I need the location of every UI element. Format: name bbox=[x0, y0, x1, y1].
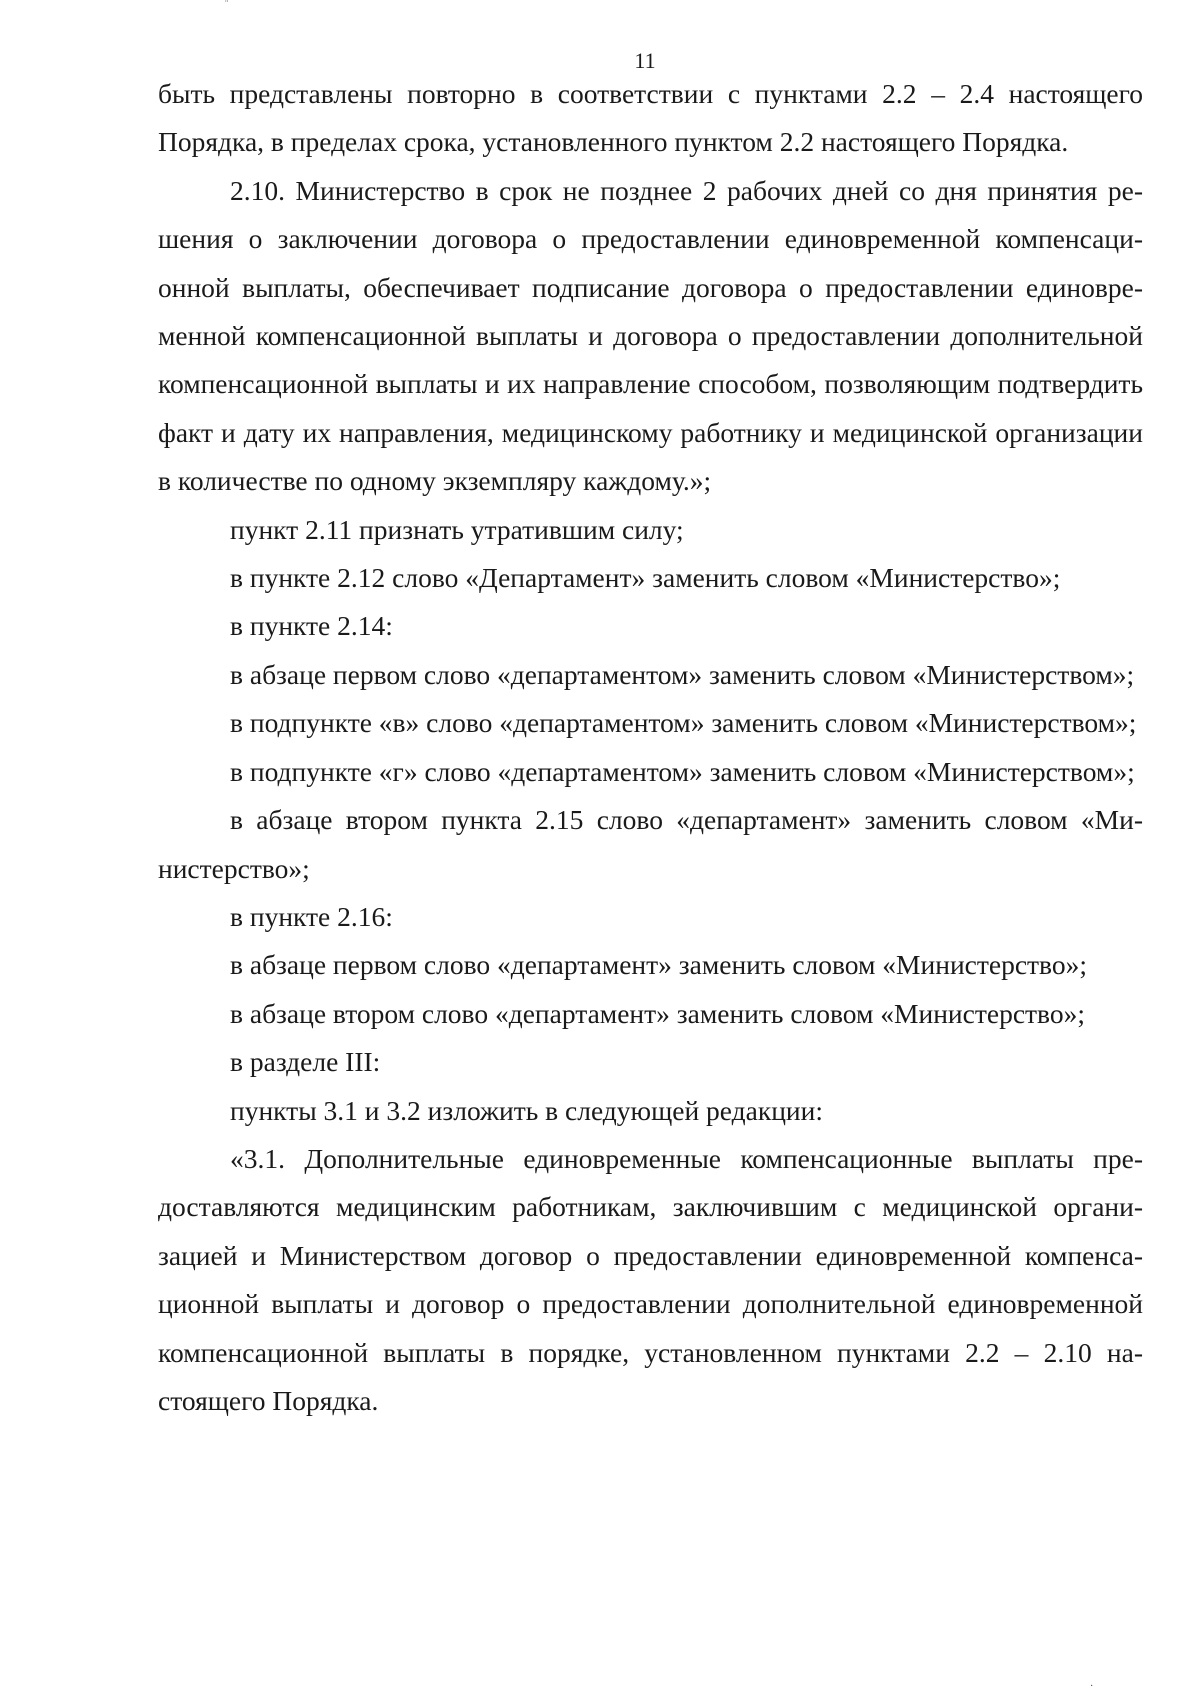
scan-mark-bottom: · bbox=[1090, 1681, 1094, 1692]
paragraph-2-16-second: в абзаце втором слово «департамент» заменить словом «Министерство»; bbox=[230, 997, 1085, 1029]
scan-mark-top: ¨ bbox=[225, 0, 229, 10]
paragraph-2-10: 2.10. Министерство в срок не позднее 2 рабочих дней со дня принятия решения о заключении договора о предоставлении единовременной компенсационной выплаты, обеспечивает подписание договора о предоставлении единовременной компенсационной выплаты и договора о предоставлении дополнительной компенсационной выплаты и их направление способом, позволяющим подтвердить факт и дату их направления, медицинскому работнику и медицинской организации в количестве по одному экземпляру каждому.»; bbox=[158, 174, 1143, 497]
paragraph-2-16-heading: в пункте 2.16: bbox=[230, 900, 393, 932]
document-body bbox=[158, 70, 1143, 1425]
page-number: 11 bbox=[634, 48, 656, 73]
paragraph-2-14-first: в абзаце первом слово «департаментом» заменить словом «Министерством»; bbox=[230, 658, 1135, 690]
paragraph-continuation: быть представлены повторно в соответствии с пунктами 2.2 – 2.4 настоящего Порядка, в пределах срока, установленного пунктом 2.2 настоящего Порядка. bbox=[158, 78, 1143, 158]
paragraph-2-12: в пункте 2.12 слово «Департамент» заменить словом «Министерство»; bbox=[230, 562, 1061, 594]
paragraph-2-11: пункт 2.11 признать утратившим силу; bbox=[230, 513, 684, 545]
paragraph-2-14-g: в подпункте «г» слово «департаментом» заменить словом «Министерством»; bbox=[230, 755, 1135, 787]
paragraph-2-16-first: в абзаце первом слово «департамент» заменить словом «Министерство»; bbox=[230, 949, 1087, 981]
paragraph-section-3-heading: в разделе III: bbox=[230, 1046, 381, 1078]
paragraph-3-1-3-2-intro: пункты 3.1 и 3.2 изложить в следующей редакции: bbox=[230, 1094, 823, 1126]
paragraph-2-15: в абзаце втором пункта 2.15 слово «департамент» заменить словом «Министерство»; bbox=[158, 804, 1143, 884]
paragraph-2-14-heading: в пункте 2.14: bbox=[230, 610, 393, 642]
paragraph-2-14-v: в подпункте «в» слово «департаментом» заменить словом «Министерством»; bbox=[230, 707, 1137, 739]
paragraph-3-1: «3.1. Дополнительные единовременные компенсационные выплаты предоставляются медицинским работникам, заключившим с медицинской организацией и Министерством договор о предоставлении единовременной компенсационной выплаты и договор о предоставлении дополнительной единовременной компенсационной выплаты в порядке, установленном пунктами 2.2 – 2.10 настоящего Порядка. bbox=[158, 1142, 1143, 1416]
